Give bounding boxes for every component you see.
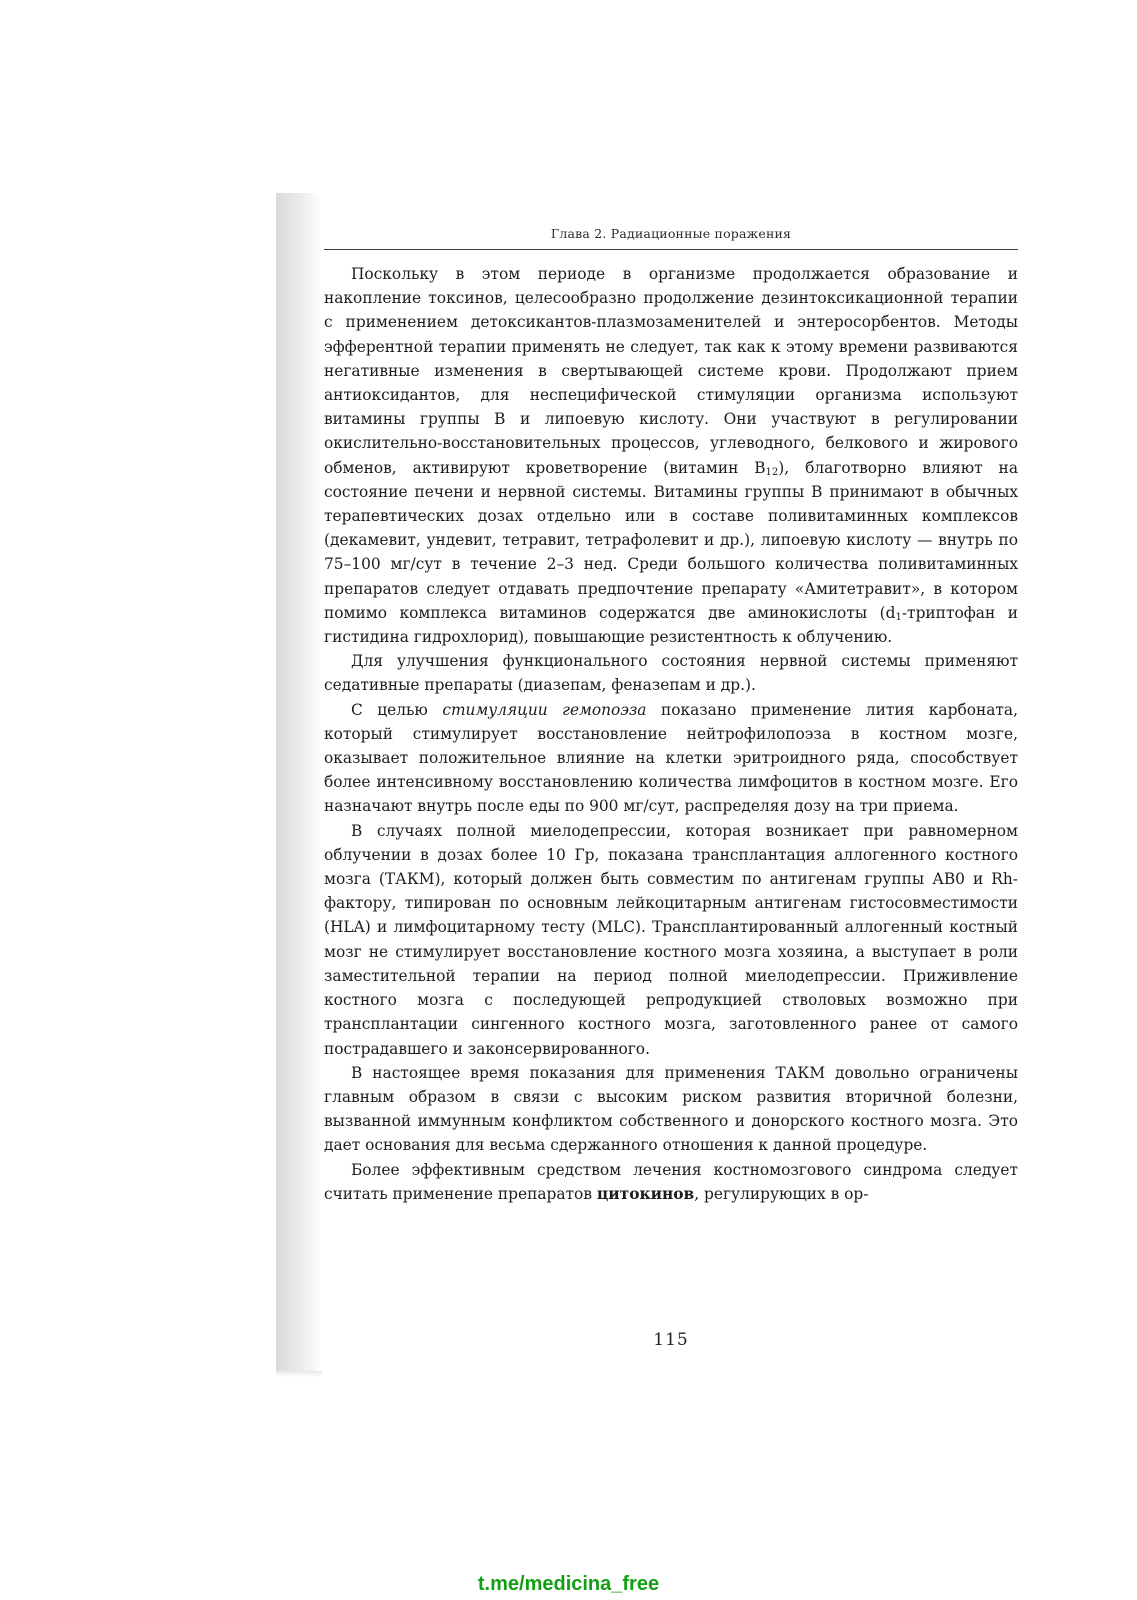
emphasis-text: стимуляции гемопоэза bbox=[442, 700, 647, 719]
paragraph-text: показано применение лития карбоната, который стимулирует восстановление нейтрофилопоэза в костном мозге, оказывает положительное влияние на клетки эритроидного ряда, способствует более интенсивному восстановлению количества лимфоцитов в костном мозге. Его назначают внутрь после еды по 900 мг/сут, распределяя дозу на три приема. bbox=[324, 700, 1018, 816]
paragraph bbox=[324, 698, 1018, 819]
paragraph: Для улучшения функционального состояния нервной системы применяют седативные препараты (диазепам, феназепам и др.). bbox=[324, 652, 1018, 695]
subscript: 1 bbox=[895, 611, 902, 623]
page-body bbox=[324, 262, 1018, 1206]
paragraph-text: Более эффективным средством лечения костномозгового синдрома следует считать применение препаратов bbox=[324, 1160, 1018, 1203]
running-head-rule bbox=[324, 249, 1018, 250]
page-number: 115 bbox=[653, 1330, 689, 1350]
paragraph-text: , регулирующих в ор- bbox=[694, 1184, 869, 1203]
page-edge-shadow-bottom bbox=[276, 1371, 322, 1377]
paragraph-text: -триптофан и гистидина гидрохлорид), повышающие резистентность к облучению. bbox=[324, 603, 1018, 647]
paragraph-text: С целью bbox=[351, 700, 443, 719]
bold-term: цитокинов bbox=[596, 1184, 695, 1203]
running-head: Глава 2. Радиационные поражения bbox=[550, 226, 792, 241]
paragraph bbox=[324, 1158, 1018, 1206]
paragraph: В случаях полной миелодепрессии, которая возникает при равномерном облучении в дозах более 10 Гр, показана трансплантация аллогенного костного мозга (ТАКМ), который должен быть совместим по антигенам группы АВ0 и Rh-фактору, типирован по основным лейкоцитарным антигенам гистосовместимости (HLA) и лимфоцитарному тесту (MLC). Трансплантированный аллогенный костный мозг не стимулирует восстановление костного мозга хозяина, а выступает в роли заместительной терапии на период полной миелодепрессии. Приживление костного мозга с последующей репродукцией стволовых возможно при трансплантации сингенного костного мозга, заготовленного ранее от самого пострадавшего и законсервированного. bbox=[324, 821, 1018, 1058]
paragraph-text: ), благотворно влияют на состояние печени и нервной системы. Витамины группы В принимают в обычных терапевтических дозах отдельно или в составе поливитаминных комплексов (декамевит, ундевит, тетравит, тетрафолевит и др.), липоевую кислоту — внутрь по 75–100 мг/сут в течение 2–3 нед. Среди большого количества поливитаминных препаратов следует отдавать предпочтение препарату «Амитетравит», в котором помимо комплекса витаминов содержатся две аминокислоты (d bbox=[324, 458, 1018, 622]
paragraph: В настоящее время показания для применения ТАКМ довольно ограничены главным образом в связи с высоким риском развития вторичной болезни, вызванной иммунным конфликтом собственного и донорского костного мозга. Это дает основания для весьма сдержанного отношения к данной процедуре. bbox=[324, 1063, 1018, 1155]
page-edge-shadow bbox=[276, 193, 322, 1371]
subscript: 12 bbox=[765, 466, 779, 478]
paragraph-text: Поскольку в этом периоде в организме продолжается образование и накопление токсинов, целесообразно продолжение дезинтоксикационной терапии с применением детоксикантов-плазмозаменителей и энтеросорбентов. Методы эфферентной терапии применять не следует, так как к этому времени развиваются негативные изменения в свертывающей системе крови. Продолжают прием антиоксидантов, для неспецифической стимуляции организма используют витамины группы В и липоевую кислоту. Они участвуют в регулировании окислительно-восстановительных процессов, углеводного, белкового и жирового обменов, активируют кроветворение (витамин B bbox=[324, 265, 1018, 477]
paragraph bbox=[324, 262, 1018, 649]
watermark-link[interactable]: t.me/medicina_free bbox=[477, 1573, 660, 1595]
